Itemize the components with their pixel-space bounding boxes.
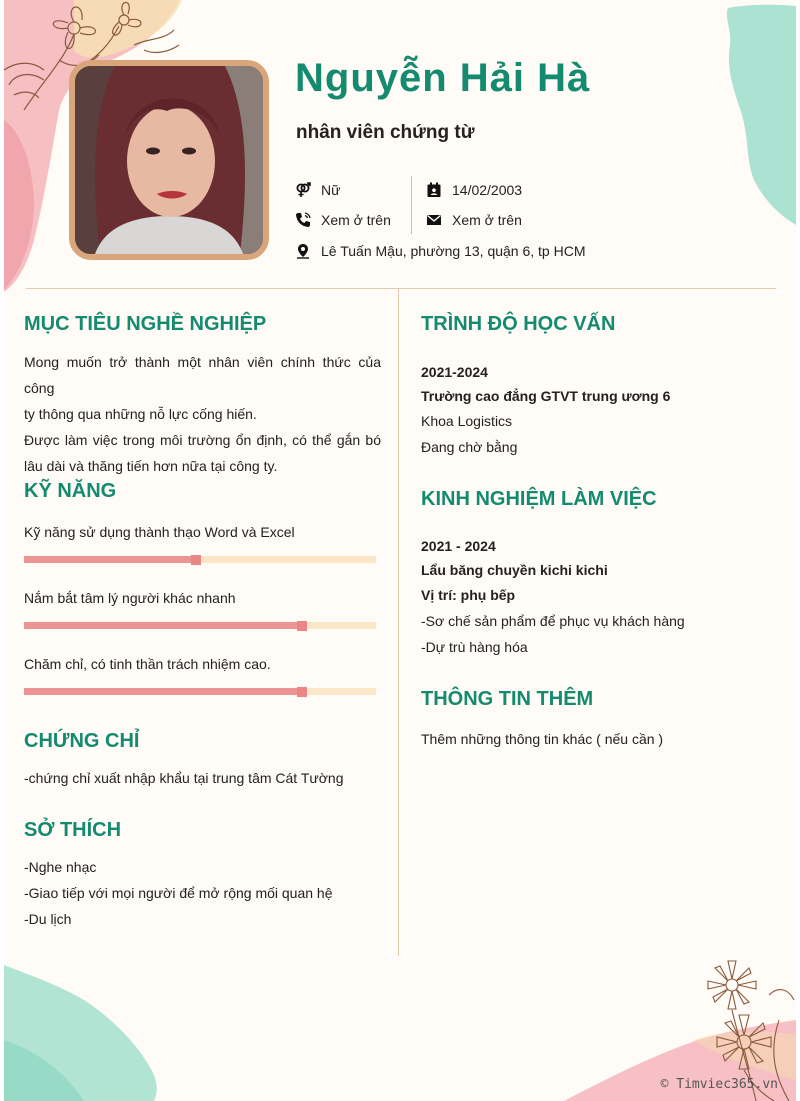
experience-title: KINH NGHIỆM LÀM VIỆC xyxy=(421,488,657,510)
skill-bar-fill xyxy=(24,688,302,695)
skill-bar-knob xyxy=(297,621,307,631)
experience-position: Vị trí: phụ bếp xyxy=(421,587,516,603)
hobbies-title: SỞ THÍCH xyxy=(24,819,122,841)
envelope-icon xyxy=(426,212,442,228)
watermark: © Timviec365.vn xyxy=(660,1077,778,1092)
objective-title: MỤC TIÊU NGHỀ NGHIỆP xyxy=(24,313,267,335)
email-value: Xem ở trên xyxy=(452,212,522,228)
birthdate-value: 14/02/2003 xyxy=(452,182,523,198)
email-info xyxy=(426,212,522,228)
objective-line: ty thông qua những nỗ lực cống hiến. xyxy=(24,406,257,422)
skill-bar-fill xyxy=(24,556,196,563)
skill-bar xyxy=(24,556,376,563)
phone-value: Xem ở trên xyxy=(321,212,391,228)
info-divider xyxy=(411,176,412,234)
objective-text xyxy=(24,349,381,479)
address-info xyxy=(295,243,586,259)
skill-bar xyxy=(24,622,376,629)
phone-icon xyxy=(295,212,311,228)
objective-line: Được làm việc trong môi trường ổn định, có thể gắn bó xyxy=(24,432,381,448)
portrait-image xyxy=(75,66,263,254)
skill-bar-knob xyxy=(297,687,307,697)
cv-page xyxy=(4,0,796,1101)
extra-info-title: THÔNG TIN THÊM xyxy=(421,688,594,710)
objective-line: lâu dài và thăng tiến hơn nữa tại công ty. xyxy=(24,458,278,474)
birthdate-info xyxy=(426,182,522,198)
education-major: Khoa Logistics xyxy=(421,413,513,429)
gender-icon xyxy=(295,182,311,198)
certificate-item: -chứng chỉ xuất nhập khẩu tại trung tâm Cát Tường xyxy=(24,770,344,786)
education-school: Trường cao đẳng GTVT trung ương 6 xyxy=(421,388,671,404)
skills-title: KỸ NĂNG xyxy=(24,480,117,502)
job-title: nhân viên chứng từ xyxy=(296,122,475,143)
education-title: TRÌNH ĐỘ HỌC VẤN xyxy=(421,313,616,335)
objective-line: Mong muốn trở thành một nhân viên chính thức của công xyxy=(24,354,381,396)
candidate-name: Nguyễn Hải Hà xyxy=(295,56,591,100)
skill-label: Nắm bắt tâm lý người khác nhanh xyxy=(24,590,236,606)
address-value: Lê Tuấn Mậu, phường 13, quận 6, tp HCM xyxy=(321,243,586,259)
experience-company: Lẩu băng chuyền kichi kichi xyxy=(421,562,608,578)
location-pin-icon xyxy=(295,243,311,259)
phone-info xyxy=(295,212,391,228)
header-divider xyxy=(26,288,776,289)
extra-info-text: Thêm những thông tin khác ( nếu cần ) xyxy=(421,731,664,747)
skill-label: Kỹ năng sử dụng thành thạo Word và Excel xyxy=(24,524,295,540)
skill-bar-fill xyxy=(24,622,302,629)
gender-value: Nữ xyxy=(321,182,341,198)
skill-label: Chăm chỉ, có tinh thần trách nhiệm cao. xyxy=(24,656,271,672)
calendar-icon xyxy=(426,182,442,198)
education-status: Đang chờ bằng xyxy=(421,439,518,455)
hobby-item: -Du lịch xyxy=(24,911,72,927)
experience-task: -Dự trù hàng hóa xyxy=(421,639,528,655)
skill-bar-knob xyxy=(191,555,201,565)
hobbies-list xyxy=(24,854,333,932)
gender-info xyxy=(295,182,340,198)
experience-period: 2021 - 2024 xyxy=(421,538,496,554)
certificates-title: CHỨNG CHỈ xyxy=(24,730,140,752)
experience-task: -Sơ chế sản phẩm để phục vụ khách hàng xyxy=(421,613,685,629)
skill-bar xyxy=(24,688,376,695)
hobby-item: -Nghe nhạc xyxy=(24,859,97,875)
profile-photo xyxy=(69,60,269,260)
education-period: 2021-2024 xyxy=(421,364,488,380)
column-divider xyxy=(398,289,399,956)
hobby-item: -Giao tiếp với mọi người để mở rộng mối quan hệ xyxy=(24,885,333,901)
